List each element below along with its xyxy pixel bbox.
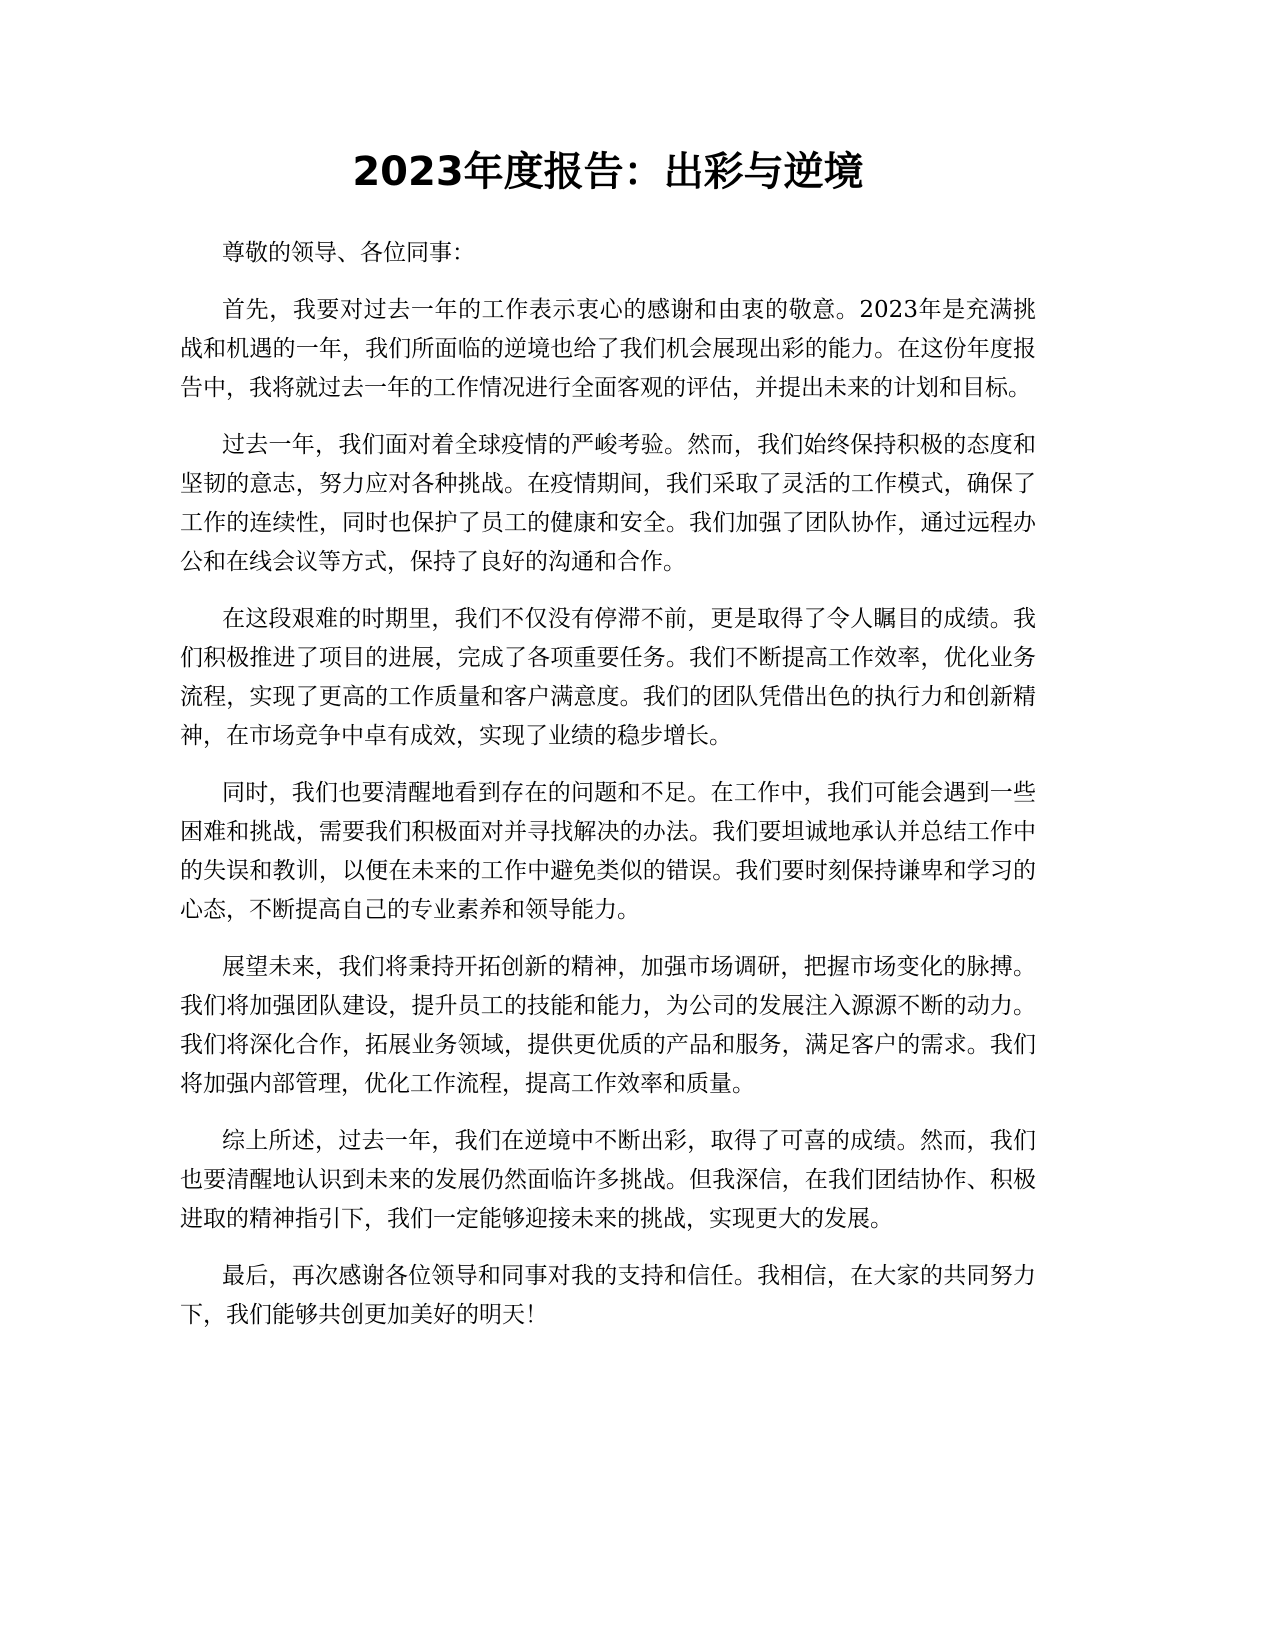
body-paragraph: 首先，我要对过去一年的工作表示衷心的感谢和由衷的敬意。2023年是充满挑战和机遇的一年，我们所面临的逆境也给了我们机会展现出彩的能力。在这份年度报告中，我将就过去一年的工作情况进行全面客观的评估，并提出未来的计划和目标。 [180,297,1036,401]
document-body [180,234,1036,1353]
salutation-paragraph: 尊敬的领导、各位同事： [222,240,475,266]
body-paragraph: 同时，我们也要清醒地看到存在的问题和不足。在工作中，我们可能会遇到一些困难和挑战，需要我们积极面对并寻找解决的办法。我们要坦诚地承认并总结工作中的失误和教训，以便在未来的工作中避免类似的错误。我们要时刻保持谦卑和学习的心态，不断提高自己的专业素养和领导能力。 [180,780,1036,923]
closing-paragraph: 最后，再次感谢各位领导和同事对我的支持和信任。我相信，在大家的共同努力下，我们能够共创更加美好的明天！ [180,1263,1036,1328]
body-paragraph: 在这段艰难的时期里，我们不仅没有停滞不前，更是取得了令人瞩目的成绩。我们积极推进了项目的进展，完成了各项重要任务。我们不断提高工作效率，优化业务流程，实现了更高的工作质量和客户满意度。我们的团队凭借出色的执行力和创新精神，在市场竞争中卓有成效，实现了业绩的稳步增长。 [180,606,1036,749]
body-paragraph: 展望未来，我们将秉持开拓创新的精神，加强市场调研，把握市场变化的脉搏。我们将加强团队建设，提升员工的技能和能力，为公司的发展注入源源不断的动力。我们将深化合作，拓展业务领域，提供更优质的产品和服务，满足客户的需求。我们将加强内部管理，优化工作流程，提高工作效率和质量。 [180,954,1036,1097]
body-paragraph: 过去一年，我们面对着全球疫情的严峻考验。然而，我们始终保持积极的态度和坚韧的意志，努力应对各种挑战。在疫情期间，我们采取了灵活的工作模式，确保了工作的连续性，同时也保护了员工的健康和安全。我们加强了团队协作，通过远程办公和在线会议等方式，保持了良好的沟通和合作。 [180,432,1036,575]
document-title: 2023年度报告：出彩与逆境 [352,149,864,195]
body-paragraph: 综上所述，过去一年，我们在逆境中不断出彩，取得了可喜的成绩。然而，我们也要清醒地认识到未来的发展仍然面临许多挑战。但我深信，在我们团结协作、积极进取的精神指引下，我们一定能够迎接未来的挑战，实现更大的发展。 [180,1128,1036,1232]
